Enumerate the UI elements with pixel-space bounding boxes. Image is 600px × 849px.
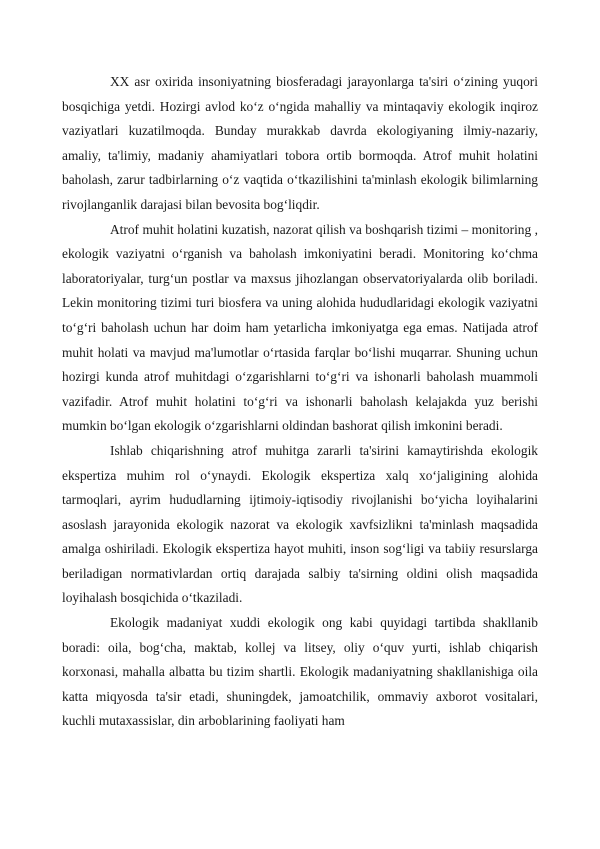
paragraph-3: Ishlab chiqarishning atrof muhitga zararli ta'sirini kamaytirishda ekologik ekspertiza muhim rol o‘ynaydi. Ekologik ekspertiza xalq xo‘jaligining alohida tarmoqlari, ayrim hududlarning ijtimoiy-iqtisodiy rivojlanishi bo‘yicha loyihalarini asoslash jarayonida ekologik nazorat va ekologik xavfsizlikni ta'minlash maqsadida amalga oshiriladi. Ekologik ekspertiza hayot muhiti, inson sog‘ligi va tabiiy resurslarga beriladigan normativlardan ortiq darajada salbiy ta'sirning oldini olish maqsadida loyihalash bosqichida o‘tkaziladi.	[62, 442, 538, 606]
paragraph-4: Ekologik madaniyat xuddi ekologik ong kabi quyidagi tartibda shakllanib boradi: oila, bog‘cha, maktab, kollej va litsey, oliy o‘quv yurti, ishlab chiqarish korxonasi, mahalla albatta bu tizim shartli. Ekologik madaniyatning shakllanishiga oila katta miqyosda ta'sir etadi, shuningdek, jamoatchilik, ommaviy axborot vositalari, kuchli mutaxassislar, din arboblarining faoliyati ham	[62, 615, 538, 729]
document-page	[62, 70, 538, 734]
paragraph-2: Atrof muhit holatini kuzatish, nazorat qilish va boshqarish tizimi – monitoring , ekologik vaziyatni o‘rganish va baholash imkoniyatini beradi. Monitoring ko‘chma laboratoriyalar, turg‘un postlar va maxsus jihozlangan observatoriyalarda olib boriladi. Lekin monitoring tizimi turi biosfera va uning alohida hududlaridagi ekologik vaziyatni to‘g‘ri baholash uchun har doim ham yetarlicha imkoniyatga ega emas. Natijada atrof muhit holati va mavjud ma'lumotlar o‘rtasida farqlar bo‘lishi muqarrar. Shuning uchun hozirgi kunda atrof muhitdagi o‘zgarishlarni to‘g‘ri va ishonarli baholash muammoli vazifadir. Atrof muhit holatini to‘g‘ri va ishonarli baholash kelajakda yuz berishi mumkin bo‘lgan ekologik o‘zgarishlarni oldindan bashorat qilish imkonini beradi.	[62, 221, 538, 434]
paragraph-1: XX asr oxirida insoniyatning biosferadagi jarayonlarga ta'siri o‘zining yuqori bosqichiga yetdi. Hozirgi avlod ko‘z o‘ngida mahalliy va mintaqaviy ekologik inqiroz vaziyatlari kuzatilmoqda. Bunday murakkab davrda ekologiyaning ilmiy-nazariy, amaliy, ta'limiy, madaniy ahamiyatlari tobora ortib bormoqda. Atrof muhit holatini baholash, zarur tadbirlarning o‘z vaqtida o‘tkazilishini ta'minlash ekologik bilimlarning rivojlanganlik darajasi bilan bevosita bog‘liqdir.	[62, 74, 538, 212]
